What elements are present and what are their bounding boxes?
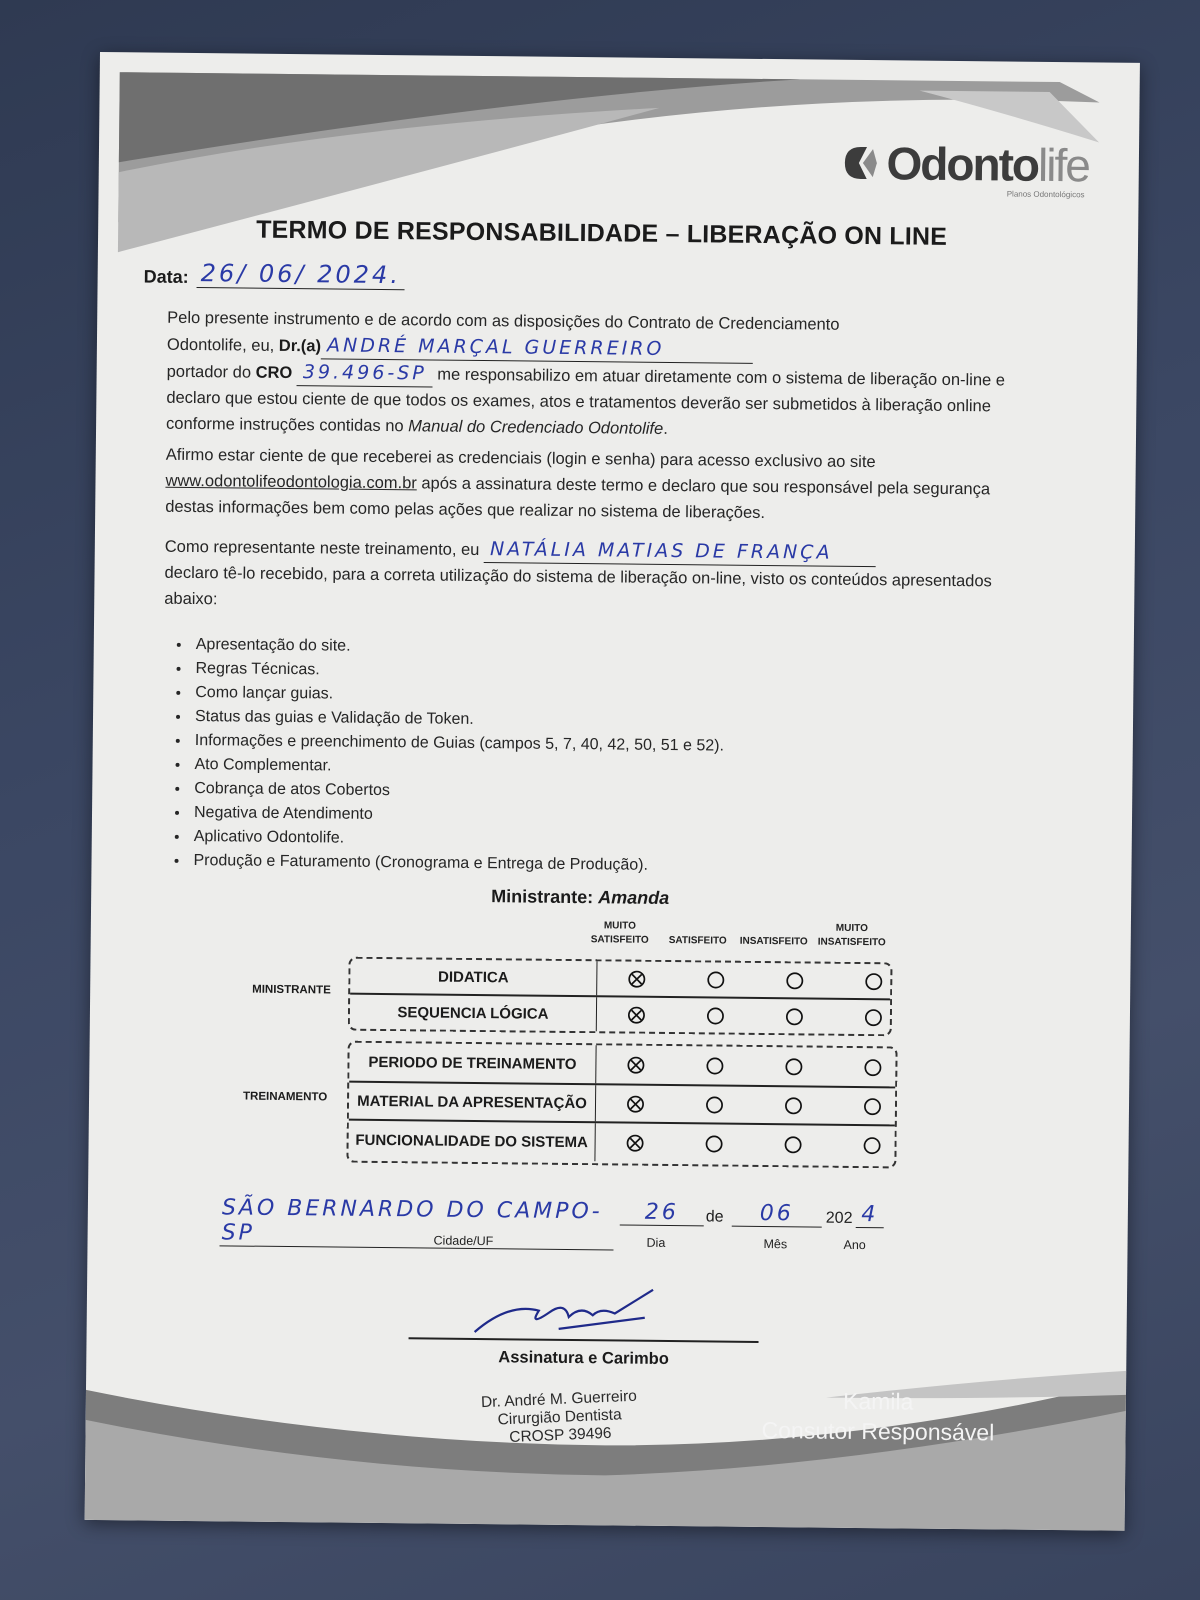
list-item: • Ato Complementar. (190, 753, 723, 783)
column-header-line2: INSATISFEITO (739, 935, 808, 948)
radio-icon (863, 1058, 882, 1077)
dentist-stamp (481, 1388, 639, 1448)
paragraph1-end: . (663, 419, 668, 438)
day-caption: Dia (646, 1235, 666, 1250)
list-item: • Produção e Faturamento (Cronograma e Entrega de Produção). (189, 849, 722, 879)
rating-option[interactable] (834, 1007, 913, 1027)
radio-icon (864, 972, 883, 991)
paragraph1-pre-name: Odontolife, eu, (166, 335, 279, 355)
column-header-muito-satisfeito (585, 919, 655, 948)
representative-name-handwritten: NATÁLIA MATIAS DE FRANÇA (484, 536, 876, 567)
rating-option[interactable] (597, 1005, 676, 1025)
group-label-ministrante: MINISTRANTE (252, 983, 331, 997)
ministrante-heading (491, 886, 669, 909)
rating-option[interactable] (754, 1095, 833, 1115)
row-label: MATERIAL DA APRESENTAÇÃO (349, 1083, 596, 1122)
radio-icon (864, 1008, 883, 1027)
radio-icon (863, 1097, 882, 1116)
consultant-name: Kamila (842, 1387, 914, 1415)
table-row (349, 1083, 912, 1125)
rating-cells (596, 1045, 912, 1086)
rating-option[interactable] (754, 1134, 833, 1154)
checked-radio-icon (627, 1005, 646, 1024)
list-item: • Apresentação do site. (192, 633, 725, 663)
column-header-satisfeito (663, 920, 733, 949)
cro-label: CRO (255, 363, 293, 383)
day-handwritten: 26 (620, 1200, 704, 1227)
checked-radio-icon (626, 1055, 645, 1074)
consultant-block (761, 1385, 994, 1447)
list-item: • Como lançar guias. (191, 681, 724, 711)
checked-radio-icon (627, 969, 646, 988)
date-handwritten: 26/ 06/ 2024. (197, 259, 406, 290)
tooth-logo-icon (836, 141, 880, 185)
document-page (85, 52, 1140, 1531)
rating-option[interactable] (755, 1006, 834, 1026)
rating-option[interactable] (676, 1006, 755, 1026)
city-handwritten: SÃO BERNARDO DO CAMPO-SP (219, 1195, 614, 1250)
rating-option[interactable] (675, 1056, 754, 1076)
column-header-line2: SATISFEITO (590, 934, 649, 946)
rating-option[interactable] (675, 1095, 754, 1115)
month-caption: Mês (763, 1237, 788, 1252)
signature-caption: Assinatura e Carimbo (498, 1348, 670, 1369)
rating-cells (597, 997, 913, 1034)
row-label: DIDATICA (350, 959, 597, 996)
radio-icon (784, 1057, 803, 1076)
table-row (348, 1121, 911, 1165)
date-field (144, 258, 406, 290)
column-header-muito-insatisfeito (813, 922, 891, 951)
month-handwritten: 06 (732, 1201, 822, 1228)
column-header-line2: SATISFEITO (668, 935, 727, 947)
radio-icon (705, 1134, 724, 1153)
cro-handwritten: 39.496-SP (297, 359, 433, 387)
list-item: • Aplicativo Odontolife. (190, 825, 723, 855)
consultant-role: Consutor Responsável (761, 1417, 995, 1446)
row-label: FUNCIONALIDADE DO SISTEMA (348, 1121, 595, 1162)
paragraph-representative (164, 533, 1025, 621)
rating-option[interactable] (596, 1133, 675, 1153)
logo-tagline: Planos Odontológicos (1006, 189, 1085, 200)
dr-label: Dr.(a) (278, 336, 322, 356)
rating-option[interactable] (596, 1055, 675, 1075)
checked-radio-icon (626, 1094, 645, 1113)
group-label-treinamento: TREINAMENTO (243, 1090, 328, 1104)
column-header-insatisfeito (735, 921, 813, 950)
list-item: • Cobrança de atos Cobertos (190, 777, 723, 807)
rating-option[interactable] (675, 1134, 754, 1154)
manual-reference: Manual do Credenciado Odontolife (408, 417, 664, 438)
stamp-line3: CROSP 39496 (508, 1424, 612, 1447)
row-label: SEQUENCIA LÓGICA (350, 995, 597, 1032)
document-title: TERMO DE RESPONSABILIDADE – LIBERAÇÃO ON LINE (256, 215, 948, 251)
evaluation-group-ministrante (348, 957, 893, 1037)
rating-option[interactable] (833, 1096, 912, 1116)
year-handwritten: 4 (856, 1202, 884, 1228)
rating-option[interactable] (754, 1056, 833, 1076)
rating-cells (596, 1085, 912, 1124)
paragraph3-pre: Como representante neste treinamento, eu (164, 537, 485, 560)
site-link[interactable]: www.odontolifeodontologia.com.br (165, 471, 417, 493)
paragraph-credentials (165, 442, 1026, 529)
list-item: • Negativa de Atendimento (190, 801, 723, 831)
rating-option[interactable] (834, 971, 913, 991)
dr-name-handwritten: ANDRÉ MARÇAL GUERREIRO (321, 332, 753, 364)
paragraph-contract (166, 305, 1027, 446)
rating-option[interactable] (832, 1135, 911, 1155)
city-caption: Cidade/UF (433, 1233, 494, 1249)
paragraph1-pre-cro: portador do (166, 362, 256, 382)
rating-option[interactable] (833, 1057, 912, 1077)
checked-radio-icon (626, 1133, 645, 1152)
year-caption: Ano (843, 1237, 866, 1253)
paragraph1-body: me responsabilizo em atuar diretamente com o sistema de liberação on-line e declaro que estou ciente de que todos os exames, atos e tratamentos deverão ser submetidos à liberação online conforme instruções contidas no (166, 365, 1006, 436)
logo-wordmark: Odontolife (886, 137, 1090, 192)
place-date-line (219, 1195, 920, 1262)
rating-option[interactable] (597, 969, 676, 989)
odontolife-logo (836, 136, 1090, 200)
radio-icon (705, 1056, 724, 1075)
list-item: • Regras Técnicas. (191, 657, 724, 687)
radio-icon (785, 1007, 804, 1026)
de-text: de (705, 1208, 724, 1226)
table-row (350, 995, 913, 1035)
year-prefix: 202 (825, 1209, 853, 1227)
stamp-line1: Dr. André M. Guerreiro (480, 1387, 638, 1412)
rating-option[interactable] (596, 1094, 675, 1114)
date-label: Data: (143, 266, 189, 287)
evaluation-group-treinamento (346, 1041, 897, 1169)
radio-icon (785, 971, 804, 990)
handwritten-signature (469, 1282, 670, 1344)
row-label: PERIODO DE TREINAMENTO (349, 1043, 596, 1084)
radio-icon (862, 1136, 881, 1155)
radio-icon (784, 1096, 803, 1115)
table-row (349, 1043, 912, 1087)
stamp-line2: Cirurgião Dentista (497, 1406, 622, 1429)
list-item: • Informações e preenchimento de Guias (campos 5, 7, 40, 42, 50, 51 e 52). (191, 729, 724, 759)
radio-icon (706, 1006, 725, 1025)
radio-icon (705, 1095, 724, 1114)
radio-icon (706, 970, 725, 989)
column-header-line1: MUITO (603, 920, 636, 932)
column-header-line2: INSATISFEITO (817, 936, 886, 949)
rating-option[interactable] (676, 970, 755, 990)
paragraph1-line1: Pelo presente instrumento e de acordo com as disposições do Contrato de Credenciamento (167, 308, 840, 334)
paragraph2-pre: Afirmo estar ciente de que receberei as credenciais (login e senha) para acesso exclusivo ao site (165, 445, 876, 472)
list-item: • Status das guias e Validação de Token. (191, 705, 724, 735)
radio-icon (784, 1135, 803, 1154)
rating-option[interactable] (755, 970, 834, 990)
ministrante-label: Ministrante: (491, 886, 594, 908)
paragraph3-post: declaro tê-lo recebido, para a correta utilização do sistema de liberação on-line, visto os conteúdos apresentados abaixo: (164, 563, 992, 609)
topics-list (169, 633, 725, 879)
rating-cells (597, 961, 913, 998)
paragraph2-post: após a assinatura deste termo e declaro que sou responsável pela segurança destas informações bem como pelas ações que realizar no sistema de liberações. (165, 474, 991, 522)
ministrante-name: Amanda (598, 887, 670, 909)
column-header-line1: MUITO (835, 922, 868, 935)
rating-cells (595, 1123, 911, 1164)
